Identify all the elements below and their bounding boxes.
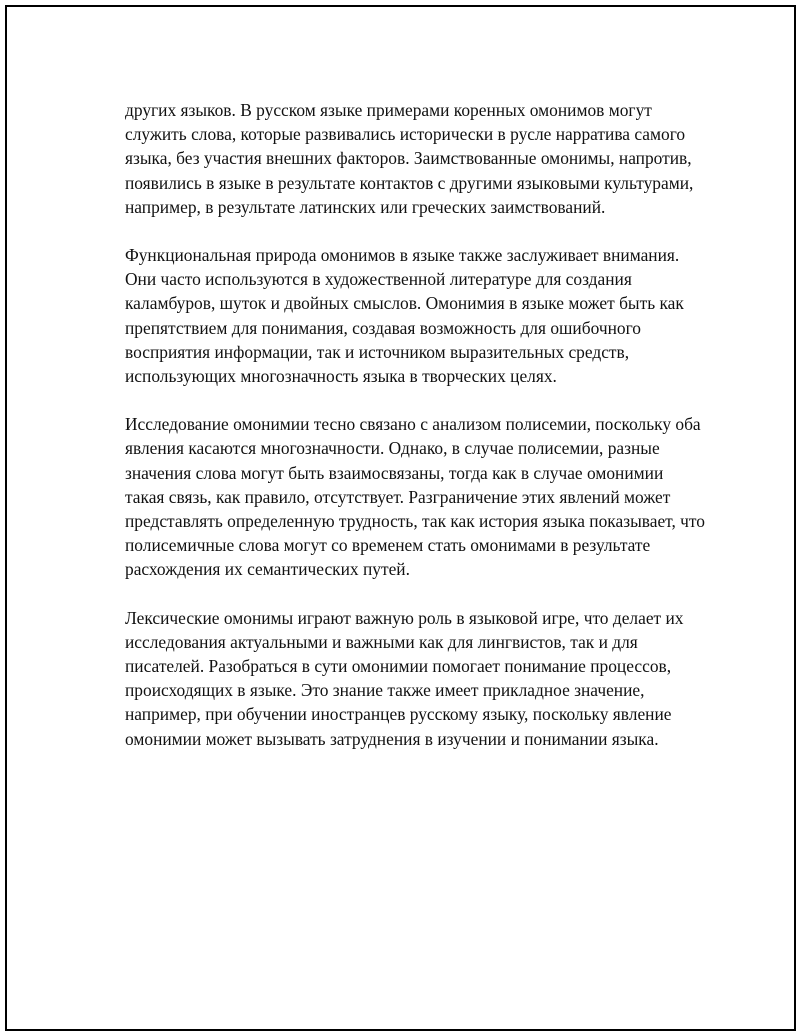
page-border (5, 5, 796, 1031)
paragraph-1: других языков. В русском языке примерами коренных омонимов могут служить слова, которые развивались исторически в русле нарратива самого языка, без участия внешних факторов. Заимствованные омонимы, напротив, появились в языке в результате контактов с другими языковыми культурами, например, в результате латинских или греческих заимствований. (125, 100, 694, 217)
document-body (125, 98, 705, 775)
paragraph-4: Лексические омонимы играют важную роль в языковой игре, что делает их исследования актуальными и важными как для лингвистов, так и для писателей. Разобраться в сути омонимии помогает понимание процессов, происходящих в языке. Это знание также имеет прикладное значение, например, при обучении иностранцев русскому языку, поскольку явление омонимии может вызывать затруднения в изучении и понимании языка. (125, 607, 684, 749)
paragraph-2: Функциональная природа омонимов в языке также заслуживает внимания. Они часто используются в художественной литературе для создания каламбуров, шуток и двойных смыслов. Омонимия в языке может быть как препятствием для понимания, создавая возможность для ошибочного восприятия информации, так и источником выразительных средств, использующих многозначность языка в творческих целях. (125, 245, 684, 387)
paragraph-3: Исследование омонимии тесно связано с анализом полисемии, поскольку оба явления касаются многозначности. Однако, в случае полисемии, разные значения слова могут быть взаимосвязаны, тогда как в случае омонимии такая связь, как правило, отсутствует. Разграничение этих явлений может представлять определенную трудность, так как история языка показывает, что полисемичные слова могут со временем стать омонимами в результате расхождения их семантических путей. (125, 414, 705, 580)
